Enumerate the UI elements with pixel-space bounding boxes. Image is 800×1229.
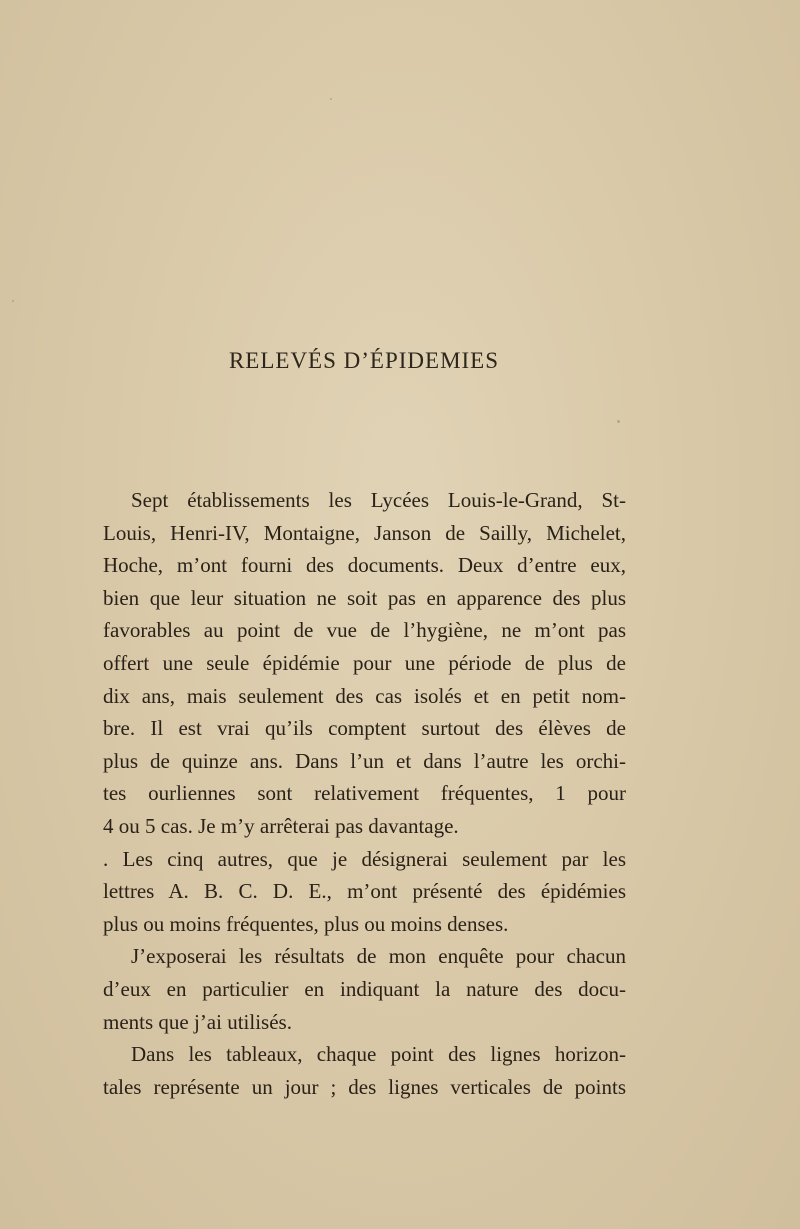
text-line: tales représente un jour ; des lignes verticales de points [103, 1074, 626, 1099]
text-line: Hoche, m’ont fourni des documents. Deux d’entre eux, [103, 553, 626, 578]
text-line: plus ou moins fréquentes, plus ou moins denses. [103, 911, 509, 936]
text-line: lettres A. B. C. D. E., m’ont présenté des épidémies [103, 879, 626, 904]
text-line: d’eux en particulier en indiquant la nature des docu- [103, 976, 626, 1001]
text-line: bre. Il est vrai qu’ils comptent surtout des élèves de [103, 716, 626, 741]
text-line: ments que j’ai utilisés. [103, 1009, 292, 1034]
paper-speck [330, 98, 332, 100]
paper-speck [12, 300, 14, 302]
text-line: offert une seule épidémie pour une période de plus de [103, 650, 626, 675]
text-line: Louis, Henri-IV, Montaigne, Janson de Sailly, Michelet, [103, 520, 626, 545]
text-line: tes ourliennes sont relativement fréquentes, 1 pour [103, 781, 626, 806]
text-line: bien que leur situation ne soit pas en apparence des plus [103, 585, 626, 610]
text-line: Sept établissements les Lycées Louis-le-Grand, St- [131, 488, 626, 512]
text-line: favorables au point de vue de l’hygiène, ne m’ont pas [103, 618, 626, 643]
text-line: J’exposerai les résultats de mon enquête pour chacun [131, 944, 626, 969]
page-title: RELEVÉS D’ÉPIDEMIES [228, 348, 500, 373]
text-line: plus de quinze ans. Dans l’un et dans l’autre les orchi- [103, 748, 626, 773]
text-line: . Les cinq autres, que je désignerai seulement par les [103, 846, 626, 871]
text-line: dix ans, mais seulement des cas isolés et en petit nom- [103, 683, 626, 708]
paper-speck [617, 420, 620, 423]
text-line: 4 ou 5 cas. Je m’y arrêterai pas davantage. [103, 813, 459, 838]
text-line: Dans les tableaux, chaque point des lignes horizon- [131, 1042, 626, 1067]
body-text [103, 484, 626, 1103]
